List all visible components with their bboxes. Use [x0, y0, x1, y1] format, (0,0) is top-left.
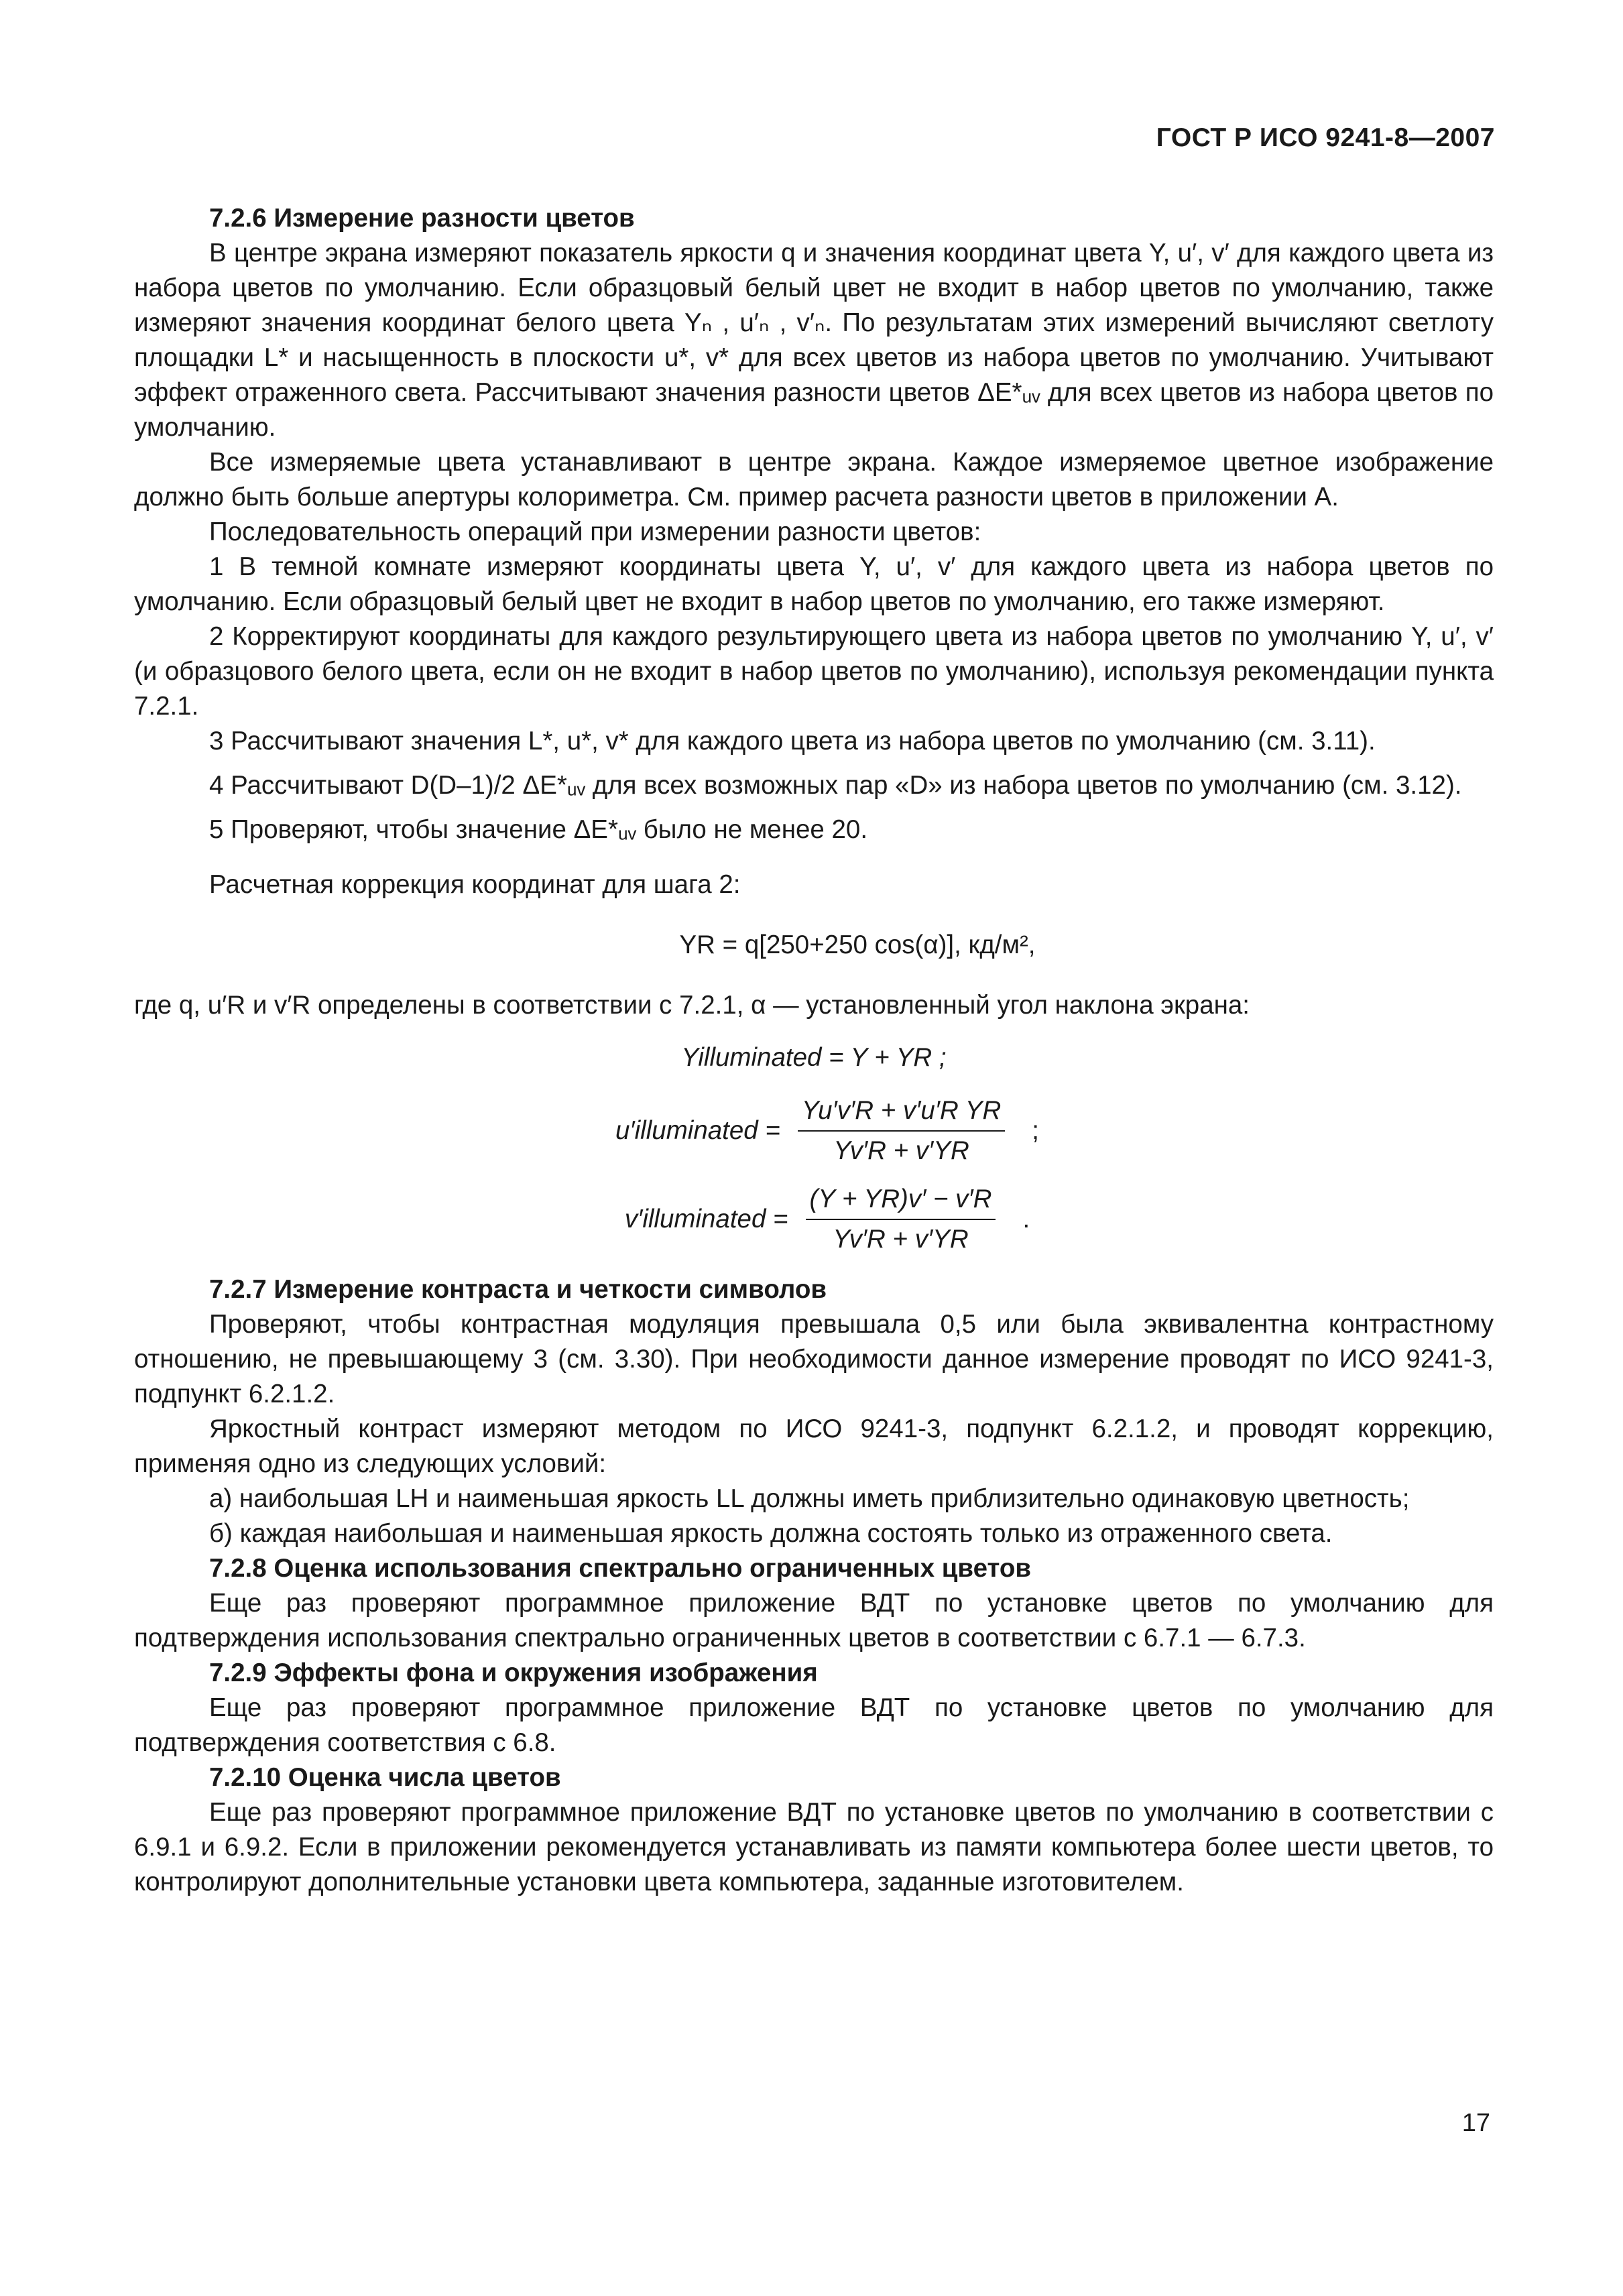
list-item-a: а) наибольшая LH и наименьшая яркость LL должны иметь приблизительно одинаковую цветность;	[209, 1484, 1410, 1513]
equation-u-illuminated	[134, 1095, 1494, 1166]
section-heading-7-2-7: 7.2.7 Измерение контраста и четкости символов	[209, 1275, 827, 1304]
section-heading-7-2-10: 7.2.10 Оценка числа цветов	[209, 1763, 561, 1792]
step-3: 3 Рассчитывают значения L*, u*, v* для каждого цвета из набора цветов по умолчанию (см. 3.11).	[209, 727, 1376, 756]
section-heading-7-2-8: 7.2.8 Оценка использования спектрально ограниченных цветов	[209, 1554, 1032, 1583]
fraction-numerator: (Y + YR)v′ − v′R	[806, 1184, 996, 1220]
equation-lhs: u′illuminated =	[615, 1116, 780, 1145]
page-number: 17	[1461, 2109, 1490, 2137]
standard-code: ГОСТ Р ИСО 9241-8—2007	[1156, 123, 1495, 152]
equation-y-illuminated: Yilluminated = Y + YR ;	[681, 1043, 947, 1072]
paragraph: В центре экрана измеряют показатель яркости q и значения координат цвета Y, u′, v′ для каждого цвета из набора цветов по умолчанию. Если образцовый белый цвет не входит в набор цветов по умолчанию, также измеряют значения координат белого цвета Yₙ , u′ₙ , v′ₙ. По результатам этих измерений вычисляют светлоту площадки L* и насыщенность в плоскости u*, v* для всех цветов из набора цветов по умолчанию. Учитывают эффект отраженного света. Рассчитывают значения разности цветов ΔE*ᵤᵥ для всех цветов из набора цветов по умолчанию.	[134, 239, 1494, 442]
fraction-denominator: Yv′R + v′YR	[833, 1225, 969, 1254]
where-clause: где q, u′R и v′R определены в соответствии с 7.2.1, α — установленный угол наклона экрана:	[134, 991, 1250, 1020]
section-heading-7-2-9: 7.2.9 Эффекты фона и окружения изображения	[209, 1658, 818, 1687]
list-item-b: б) каждая наибольшая и наименьшая яркость должна состоять только из отраженного света.	[209, 1519, 1333, 1548]
equation-terminator: ;	[1032, 1116, 1039, 1145]
fraction-numerator: Yu′v′R + v′u′R YR	[798, 1095, 1005, 1132]
equation-v-illuminated	[134, 1184, 1494, 1255]
paragraph: Еще раз проверяют программное приложение ВДТ по установке цветов по умолчанию в соответствии с 6.9.1 и 6.9.2. Если в приложении рекомендуется устанавливать из памяти компьютера более шести цветов, то контролируют дополнительные установки цвета компьютера, заданные изготовителем.	[134, 1798, 1494, 1896]
paragraph: Еще раз проверяют программное приложение ВДТ по установке цветов по умолчанию для подтверждения использования спектрально ограниченных цветов в соответствии с 6.7.1 — 6.7.3.	[134, 1589, 1494, 1652]
fraction	[806, 1184, 996, 1255]
fraction	[798, 1095, 1005, 1166]
paragraph: Все измеряемые цвета устанавливают в центре экрана. Каждое измеряемое цветное изображение должно быть больше апертуры колориметра. См. пример расчета разности цветов в приложении А.	[134, 448, 1494, 511]
paragraph: Проверяют, чтобы контрастная модуляция превышала 0,5 или была эквивалентна контрастному отношению, не превышающему 3 (см. 3.30). При необходимости данное измерение проводят по ИСО 9241-3, подпункт 6.2.1.2.	[134, 1310, 1494, 1408]
paragraph: Еще раз проверяют программное приложение ВДТ по установке цветов по умолчанию для подтверждения соответствия с 6.8.	[134, 1693, 1494, 1757]
equation-yr: YR = q[250+250 cos(α)], кд/м²,	[679, 930, 1036, 959]
page-content	[134, 201, 1494, 1900]
step-4: 4 Рассчитывают D(D–1)/2 ΔE*ᵤᵥ для всех возможных пар «D» из набора цветов по умолчанию (см. 3.12).	[209, 771, 1462, 800]
step-2: 2 Корректируют координаты для каждого результирующего цвета из набора цветов по умолчанию Y, u′, v′ (и образцового белого цвета, если он не входит в набор цветов по умолчанию), используя рекомендации пункта 7.2.1.	[134, 622, 1494, 721]
equation-terminator: .	[1022, 1205, 1030, 1233]
calc-intro: Расчетная коррекция координат для шага 2:	[209, 870, 741, 899]
paragraph: Последовательность операций при измерении разности цветов:	[209, 518, 981, 546]
step-1: 1 В темной комнате измеряют координаты цвета Y, u′, v′ для каждого цвета из набора цветов по умолчанию. Если образцовый белый цвет не входит в набор цветов по умолчанию, его также измеряют.	[134, 552, 1494, 616]
fraction-denominator: Yv′R + v′YR	[833, 1136, 969, 1165]
step-5: 5 Проверяют, чтобы значение ΔE*ᵤᵥ было не менее 20.	[209, 815, 868, 844]
equation-lhs: v′illuminated =	[624, 1205, 788, 1233]
paragraph: Яркостный контраст измеряют методом по ИСО 9241-3, подпункт 6.2.1.2, и проводят коррекцию, применяя одно из следующих условий:	[134, 1414, 1494, 1478]
section-heading-7-2-6: 7.2.6 Измерение разности цветов	[209, 204, 635, 233]
